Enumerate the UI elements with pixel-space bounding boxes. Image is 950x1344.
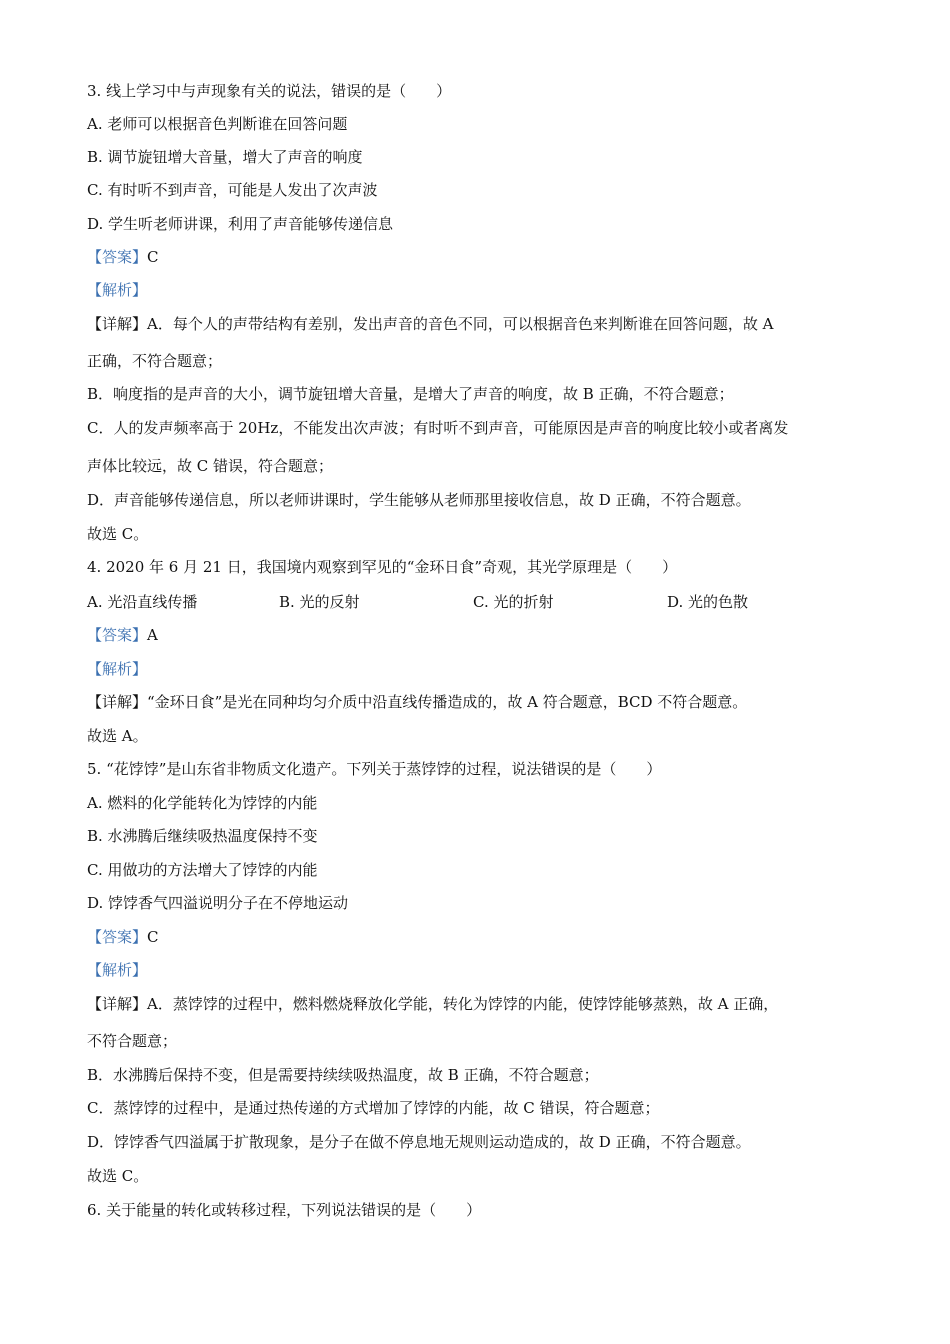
question-3-option-c: C. 有时听不到声音，可能是人发出了次声波: [87, 181, 378, 199]
question-5-option-b: B. 水沸腾后继续吸热温度保持不变: [87, 827, 318, 845]
question-4-option-d: D. 光的色散: [667, 593, 749, 611]
answer-label: 【答案】: [87, 928, 148, 946]
question-3-detail-line: 声体比较远，故 C 错误，符合题意；: [87, 457, 334, 475]
question-3-detail-line: B．响度指的是声音的大小，调节旋钮增大音量，是增大了声音的响度，故 B 正确，不符合题意；: [87, 385, 734, 403]
question-3-answer: [87, 247, 159, 267]
answer-label: 【答案】: [87, 626, 148, 644]
question-3-detail-line: 【详解】A．每个人的声带结构有差别，发出声音的音色不同，可以根据音色来判断谁在回答问题，故 A: [87, 315, 774, 333]
question-5-answer: [87, 927, 159, 947]
question-3-option-b: B. 调节旋钮增大音量，增大了声音的响度: [87, 148, 363, 166]
question-5-detail-line: B．水沸腾后保持不变，但是需要持续续吸热温度，故 B 正确，不符合题意；: [87, 1066, 599, 1084]
question-4-answer: [87, 625, 158, 645]
question-3-detail-line: 故选 C。: [87, 525, 149, 543]
question-5-option-c: C. 用做功的方法增大了饽饽的内能: [87, 861, 318, 879]
question-4-detail-line: 故选 A。: [87, 727, 148, 745]
question-4-option-b: B. 光的反射: [279, 593, 360, 611]
question-5-option-d: D. 饽饽香气四溢说明分子在不停地运动: [87, 894, 349, 912]
question-3-detail-line: 正确，不符合题意；: [87, 352, 223, 370]
question-4-detail-line: 【详解】“金环日食”是光在同种均匀介质中沿直线传播造成的，故 A 符合题意，BCD 不符合题意。: [87, 693, 748, 711]
question-3-detail-line: C．人的发声频率高于 20Hz，不能发出次声波；有时听不到声音，可能原因是声音的响度比较小或者离发: [87, 419, 789, 437]
question-5-detail-line: 不符合题意；: [87, 1032, 178, 1050]
question-5-detail-line: D．饽饽香气四溢属于扩散现象，是分子在做不停息地无规则运动造成的，故 D 正确，不符合题意。: [87, 1133, 751, 1151]
question-3-detail-line: D．声音能够传递信息，所以老师讲课时，学生能够从老师那里接收信息，故 D 正确，不符合题意。: [87, 491, 751, 509]
question-4-analysis-label: 【解析】: [87, 660, 148, 678]
question-3-option-a: A. 老师可以根据音色判断谁在回答问题: [87, 115, 348, 133]
question-6-stem: 6. 关于能量的转化或转移过程，下列说法错误的是（ ）: [87, 1201, 482, 1219]
question-5-stem: 5. “花饽饽”是山东省非物质文化遗产。下列关于蒸饽饽的过程，说法错误的是（ ）: [87, 760, 662, 778]
question-5-analysis-label: 【解析】: [87, 961, 148, 979]
question-4-stem: 4. 2020 年 6 月 21 日，我国境内观察到罕见的“金环日食”奇观，其光学原理是（ ）: [87, 558, 678, 576]
question-4-option-a: A. 光沿直线传播: [87, 593, 198, 611]
answer-value: C: [147, 928, 159, 946]
question-5-detail-line: 故选 C。: [87, 1167, 149, 1185]
question-3-analysis-label: 【解析】: [87, 281, 148, 299]
question-4-options: [87, 592, 847, 612]
question-4-option-c: C. 光的折射: [473, 593, 554, 611]
answer-value: A: [147, 626, 158, 644]
question-5-detail-line: 【详解】A．蒸饽饽的过程中，燃料燃烧释放化学能，转化为饽饽的内能，使饽饽能够蒸熟，故 A 正确，: [87, 995, 779, 1013]
answer-value: C: [147, 248, 159, 266]
question-3-stem: 3. 线上学习中与声现象有关的说法，错误的是（ ）: [87, 82, 452, 100]
question-5-option-a: A. 燃料的化学能转化为饽饽的内能: [87, 794, 318, 812]
question-3-option-d: D. 学生听老师讲课，利用了声音能够传递信息: [87, 215, 394, 233]
answer-label: 【答案】: [87, 248, 148, 266]
question-5-detail-line: C．蒸饽饽的过程中，是通过热传递的方式增加了饽饽的内能，故 C 错误，符合题意；: [87, 1099, 660, 1117]
